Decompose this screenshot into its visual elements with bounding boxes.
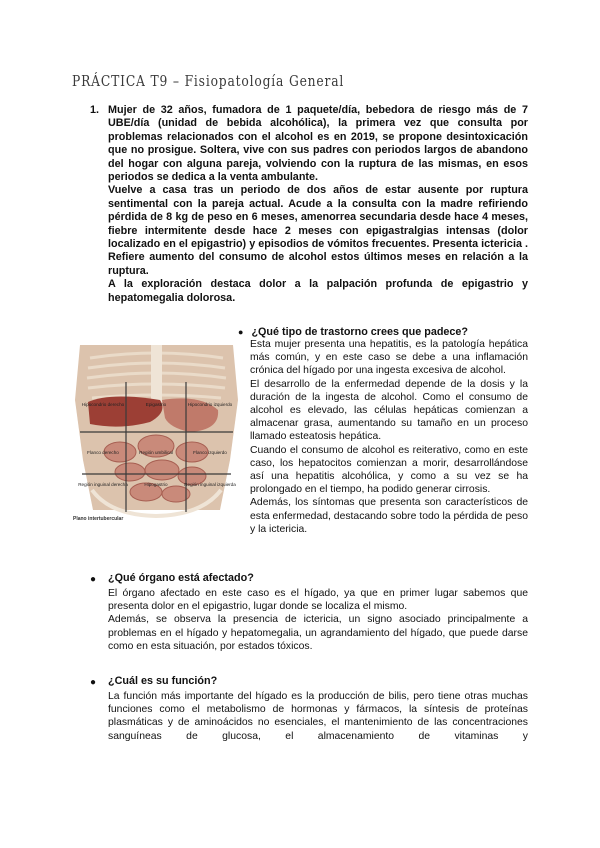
answer-paragraph: Además, los síntomas que presenta son característicos de esta enfermedad, destacando sobre todo la pérdida de peso y la ictericia. (250, 497, 528, 535)
region-label: Hipogastrio (144, 482, 168, 487)
region-label: Región inguinal izquierda (184, 482, 236, 487)
region-label: Epigastrio (145, 402, 167, 407)
question-2-heading: ¿Qué órgano está afectado? (108, 572, 254, 584)
question-2-answer (108, 587, 528, 653)
answer-paragraph: Esta mujer presenta una hepatitis, es la patología hepática más común, y en este caso se debe a una inflamación crónica del hígado por una ingesta excesiva de alcohol. (250, 339, 528, 377)
question-1-answer (250, 338, 528, 536)
question-1-heading: ● ¿Qué tipo de trastorno crees que padece? (238, 326, 469, 338)
figure-caption: Plano intertubercular (73, 516, 124, 522)
answer-paragraph: Además, se observa la presencia de ictericia, un signo asociado principalmente a problemas en el hígado y hepatomegalia, un agrandamiento del hígado, que puede darse como en esta situación, por estados tóxicos. (108, 614, 528, 652)
case-paragraph: A la exploración destaca dolor a la palpación profunda de epigastrio y hepatomegalia dolorosa. (108, 278, 528, 304)
answer-paragraph: El órgano afectado en este caso es el hígado, ya que en primer lugar sabemos que presenta dolor en el epigastrio, lugar donde se localiza el mismo. (108, 588, 528, 613)
bullet-icon: ● (90, 677, 97, 688)
region-label: Región inguinal derecha (78, 482, 128, 487)
region-label: Región umbilical (139, 450, 173, 455)
bullet-icon: ● (238, 327, 244, 337)
region-label: Hipocondrio izquierdo (187, 402, 233, 407)
question-3-heading: ¿Cuál es su función? (108, 675, 218, 687)
case-description (108, 104, 528, 305)
region-label: Flanco derecho (87, 450, 119, 455)
bullet-icon: ● (90, 574, 97, 585)
abdominal-regions-figure (70, 340, 243, 522)
case-paragraph: Mujer de 32 años, fumadora de 1 paquete/día, bebedora de riesgo más de 7 UBE/día (unidad de bebida alcohólica), la primera vez que consulta por problemas relacionados con el alcohol es en 2019, se propone desintoxicación que no prosigue. Soltera, vive con sus padres con periodos largos de abandono del hogar con alguna pareja, volviendo con la ruptura de las mismas, en esos periodos se dedica a la venta ambulante. (108, 104, 528, 184)
page-title: PRÁCTICA T9 – Fisiopatología General (72, 72, 345, 90)
case-paragraph: Vuelve a casa tras un periodo de dos años de estar ausente por ruptura sentimental con la pareja actual. Acude a la consulta con la madre refiriendo pérdida de 8 kg de peso en 6 meses, amenorrea secundaria desde hace 4 meses, fiebre intermitente desde hace 2 meses con epigastralgias intensas (dolor localizado en el epigastrio) y episodios de vómitos frecuentes. Presenta ictericia . Refiere aumento del consumo de alcohol estos últimos meses en relación a la ruptura. (108, 184, 528, 277)
case-number: 1. (90, 104, 100, 116)
answer-paragraph: Cuando el consumo de alcohol es reiterativo, como en este caso, los hepatocitos comienzan a morir, desarrollándose así una hepatitis alcohólica, y como a su vez se ha prolongado en el tiempo, ha podido generar cirrosis. (250, 444, 528, 496)
region-label: Flanco izquierdo (193, 450, 227, 455)
region-label: Hipocondrio derecho (81, 402, 125, 407)
answer-paragraph: El desarrollo de la enfermedad depende de la dosis y la duración de la ingesta de alcohol. Como el consumo de alcohol es elevado, las células hepáticas comienzan a almacenar grasa, aumentando su tamaño en un proceso llamado esteatosis hepática. (250, 378, 528, 443)
answer-paragraph: La función más importante del hígado es la producción de bilis, pero tiene otras muchas funciones como el metabolismo de hormonas y fármacos, la síntesis de proteínas plasmáticas y de aminoácidos no esenciales, el mantenimiento de las concentraciones sanguíneas de glucosa, el almacenamiento de vitaminas y (108, 691, 528, 742)
question-3-answer (108, 690, 528, 743)
